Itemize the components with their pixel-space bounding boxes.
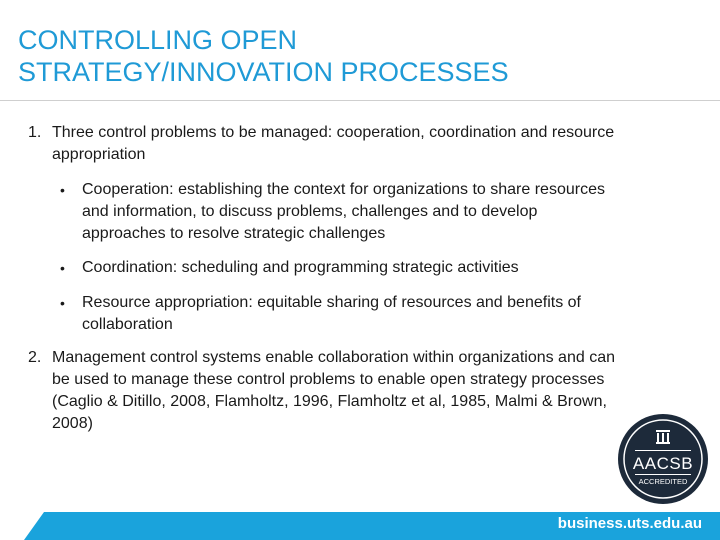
footer-bar xyxy=(0,512,720,540)
slide-title-line-1: CONTROLLING OPEN xyxy=(18,25,298,55)
bullet-item-3 xyxy=(60,292,620,336)
badge-line-1: AACSB xyxy=(632,454,694,473)
bullet-dot-icon: • xyxy=(60,295,65,311)
footer-url[interactable]: business.uts.edu.au xyxy=(557,515,702,532)
aacsb-badge xyxy=(617,413,709,505)
bullet-text: Coordination: scheduling and programming strategic activities xyxy=(82,259,519,276)
list-number: 1. xyxy=(28,124,42,141)
bullet-dot-icon: • xyxy=(60,260,65,276)
title-divider xyxy=(0,100,720,101)
slide-title xyxy=(18,24,509,88)
list-item-1 xyxy=(28,122,618,166)
list-number: 2. xyxy=(28,349,42,366)
bullet-text: Resource appropriation: equitable sharing of resources and benefits of collaboration xyxy=(82,294,581,333)
bullet-dot-icon: • xyxy=(60,182,65,198)
list-item-2 xyxy=(28,347,618,435)
list-item-text: Three control problems to be managed: cooperation, coordination and resource appropriation xyxy=(52,124,615,163)
bullet-item-1 xyxy=(60,179,620,245)
bullet-item-2 xyxy=(60,257,620,279)
slide-title-line-2: STRATEGY/INNOVATION PROCESSES xyxy=(18,57,509,87)
list-item-text: Management control systems enable collaboration within organizations and can be used to manage these control problems to enable open strategy processes (Caglio & Ditillo, 2008, Flamholtz, 1996, Flamholtz et al, 1985, Malmi & Brown, 2008) xyxy=(52,349,615,432)
badge-line-2: ACCREDITED xyxy=(638,477,688,486)
bullet-text: Cooperation: establishing the context for organizations to share resources and information, to discuss problems, challenges and to develop approaches to resolve strategic challenges xyxy=(82,181,605,242)
